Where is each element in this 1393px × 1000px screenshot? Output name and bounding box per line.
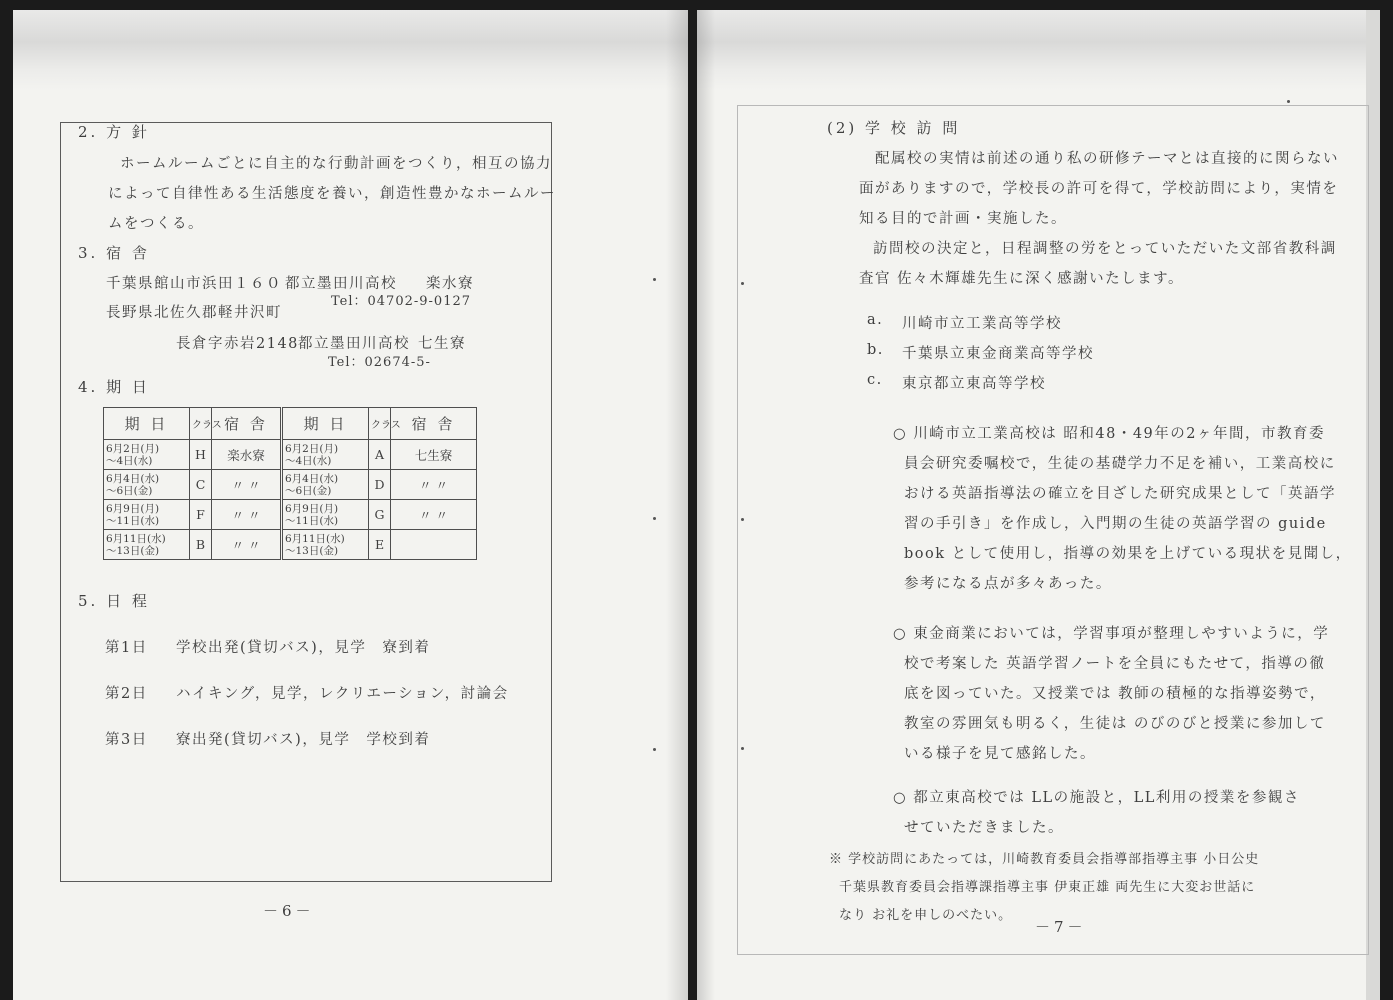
lodging-address-2: 長野県北佐久郡軽井沢町 [106, 305, 282, 321]
school-name: 東京都立東高等学校 [902, 376, 1046, 392]
table-row [104, 500, 477, 530]
punch-dot [741, 518, 744, 521]
punch-dot [741, 282, 744, 285]
date-cell: 6月9日(月) ～11日(水) [282, 500, 369, 530]
dorm-cell: 〃 〃 [212, 530, 282, 560]
date-cell: 6月11日(水) ～13日(金) [104, 530, 190, 560]
page-number: －6－ [263, 902, 315, 920]
footnote-line: 千葉県教育委員会指導課指導主事 伊東正雄 両先生に大変お世話に [839, 880, 1256, 895]
intro-line: 配属校の実情は前述の通り私の研修テーマとは直接的に関らない [875, 151, 1339, 167]
note-line: いる様子を見て感銘した。 [904, 746, 1096, 762]
header-cell: 期 日 [282, 408, 369, 440]
punch-dot [653, 517, 656, 520]
schedule-text: 学校出発(貸切バス)，見学 寮到着 [176, 640, 431, 656]
table-row [104, 530, 477, 560]
table-header-row [104, 408, 477, 440]
lodging-school-2: 都立墨田川高校 [298, 336, 410, 352]
binding-shadow [666, 10, 688, 1000]
class-cell: H [190, 440, 212, 470]
date-cell: 6月9日(月) ～11日(水) [104, 500, 190, 530]
date-cell: 6月2日(月) ～4日(水) [282, 440, 369, 470]
table-row [104, 440, 477, 470]
intro-line: 査官 佐々木輝雄先生に深く感謝いたします。 [859, 271, 1184, 287]
lodging-tel-2: Tel：02674-5- [328, 355, 431, 370]
dorm-cell: 〃 〃 [391, 500, 477, 530]
date-cell: 6月4日(水) ～6日(金) [282, 470, 369, 500]
schedule-day: 第3日 [105, 732, 148, 748]
policy-line: によって自律性ある生活態度を養い，創造性豊かなホームルー [108, 186, 556, 202]
note-line: せていただきました。 [904, 820, 1064, 836]
header-cell: 宿 舎 [391, 408, 477, 440]
lodging-heading: 3. 宿 舎 [78, 244, 150, 262]
school-mark: c. [867, 372, 883, 388]
note-line: 底を図っていた。又授業では 教師の積極的な指導姿勢で， [904, 686, 1326, 702]
punch-dot [653, 748, 656, 751]
note-line: 員会研究委嘱校で，生徒の基礎学力不足を補い，工業高校に [904, 456, 1336, 472]
school-name: 千葉県立東金商業高等学校 [902, 346, 1094, 362]
schedule-text: 寮出発(貸切バス)，見学 学校到着 [176, 732, 431, 748]
class-cell: A [369, 440, 391, 470]
note-line: 校で考案した 英語学習ノートを全員にもたせて，指導の徹 [904, 656, 1326, 672]
class-cell: D [369, 470, 391, 500]
lodging-school-1: 都立墨田川高校 [285, 276, 397, 292]
note-line: 習の手引き」を作成し，入門期の生徒の英語学習の guide [904, 516, 1327, 532]
note-line: 参考になる点が多々あった。 [904, 576, 1112, 592]
page-number: －7－ [1035, 918, 1087, 936]
scan-shadow [697, 10, 1380, 90]
schedule-day: 第2日 [105, 686, 148, 702]
policy-heading: 2. 方 針 [78, 123, 150, 141]
dorm-cell: 〃 〃 [212, 500, 282, 530]
date-cell: 6月2日(月) ～4日(水) [104, 440, 190, 470]
punch-dot [653, 278, 656, 281]
intro-line: 訪問校の決定と，日程調整の労をとっていただいた文部省教科調 [873, 241, 1337, 257]
school-name: 川崎市立工業高等学校 [902, 316, 1062, 332]
dates-heading: 4. 期 日 [78, 378, 150, 396]
policy-line: ホームルームごとに自主的な行動計画をつくり，相互の協力 [120, 156, 552, 172]
dates-table [103, 407, 477, 560]
dorm-cell: 七生寮 [391, 440, 477, 470]
lodging-dorm-1: 楽水寮 [426, 276, 474, 292]
note-line: ○ 川崎市立工業高校は 昭和48・49年の2ヶ年間，市教育委 [893, 426, 1325, 442]
intro-line: 面がありますので，学校長の許可を得て，学校訪問により，実情を [859, 181, 1339, 197]
class-cell: C [190, 470, 212, 500]
intro-line: 知る目的で計画・実施した。 [859, 211, 1067, 227]
note-line: ○ 東金商業においては，学習事項が整理しやすいように，学 [893, 626, 1330, 642]
punch-dot [741, 747, 744, 750]
note-line: book として使用し，指導の効果を上げている現状を見聞し， [904, 546, 1352, 562]
date-cell: 6月11日(水) ～13日(金) [282, 530, 369, 560]
dorm-cell: 〃 〃 [212, 470, 282, 500]
lodging-dorm-2: 七生寮 [418, 336, 466, 352]
right-page [697, 10, 1380, 1000]
dorm-cell: 〃 〃 [391, 470, 477, 500]
school-mark: b. [867, 342, 884, 358]
lodging-address-1: 千葉県館山市浜田１６０ [106, 276, 282, 292]
footnote-line: なり お礼を申しのべたい。 [839, 908, 1013, 923]
class-cell: F [190, 500, 212, 530]
footnote-line: ※ 学校訪問にあたっては，川崎教育委員会指導部指導主事 小日公史 [829, 852, 1260, 867]
lodging-tel-1: Tel：04702-9-0127 [331, 294, 472, 309]
lodging-address-2b: 長倉字赤岩2148 [176, 336, 299, 352]
header-cell: クラス [190, 408, 212, 440]
header-cell: 宿 舎 [212, 408, 282, 440]
section-heading: (2) 学 校 訪 問 [827, 119, 961, 137]
note-line: ○ 都立東高校では LLの施設と，LL利用の授業を参観さ [893, 790, 1300, 806]
binding-shadow [697, 10, 715, 1000]
note-line: 教室の雰囲気も明るく，生徒は のびのびと授業に参加して [904, 716, 1326, 732]
table-row [104, 470, 477, 500]
note-line: おける英語指導法の確立を目ざした研究成果として「英語学 [904, 486, 1336, 502]
dorm-cell: 楽水寮 [212, 440, 282, 470]
class-cell: E [369, 530, 391, 560]
schedule-day: 第1日 [105, 640, 148, 656]
date-cell: 6月4日(水) ～6日(金) [104, 470, 190, 500]
schedule-heading: 5. 日 程 [78, 592, 150, 610]
school-mark: a. [867, 312, 884, 328]
class-cell: G [369, 500, 391, 530]
dorm-cell [391, 530, 477, 560]
policy-line: ムをつくる。 [108, 216, 204, 232]
scan-speck [1287, 100, 1290, 103]
left-page [13, 10, 688, 1000]
header-cell: 期 日 [104, 408, 190, 440]
scan-shadow [13, 10, 688, 90]
schedule-text: ハイキング，見学，レクリエーション，討論会 [176, 686, 509, 702]
class-cell: B [190, 530, 212, 560]
header-cell: クラス [369, 408, 391, 440]
